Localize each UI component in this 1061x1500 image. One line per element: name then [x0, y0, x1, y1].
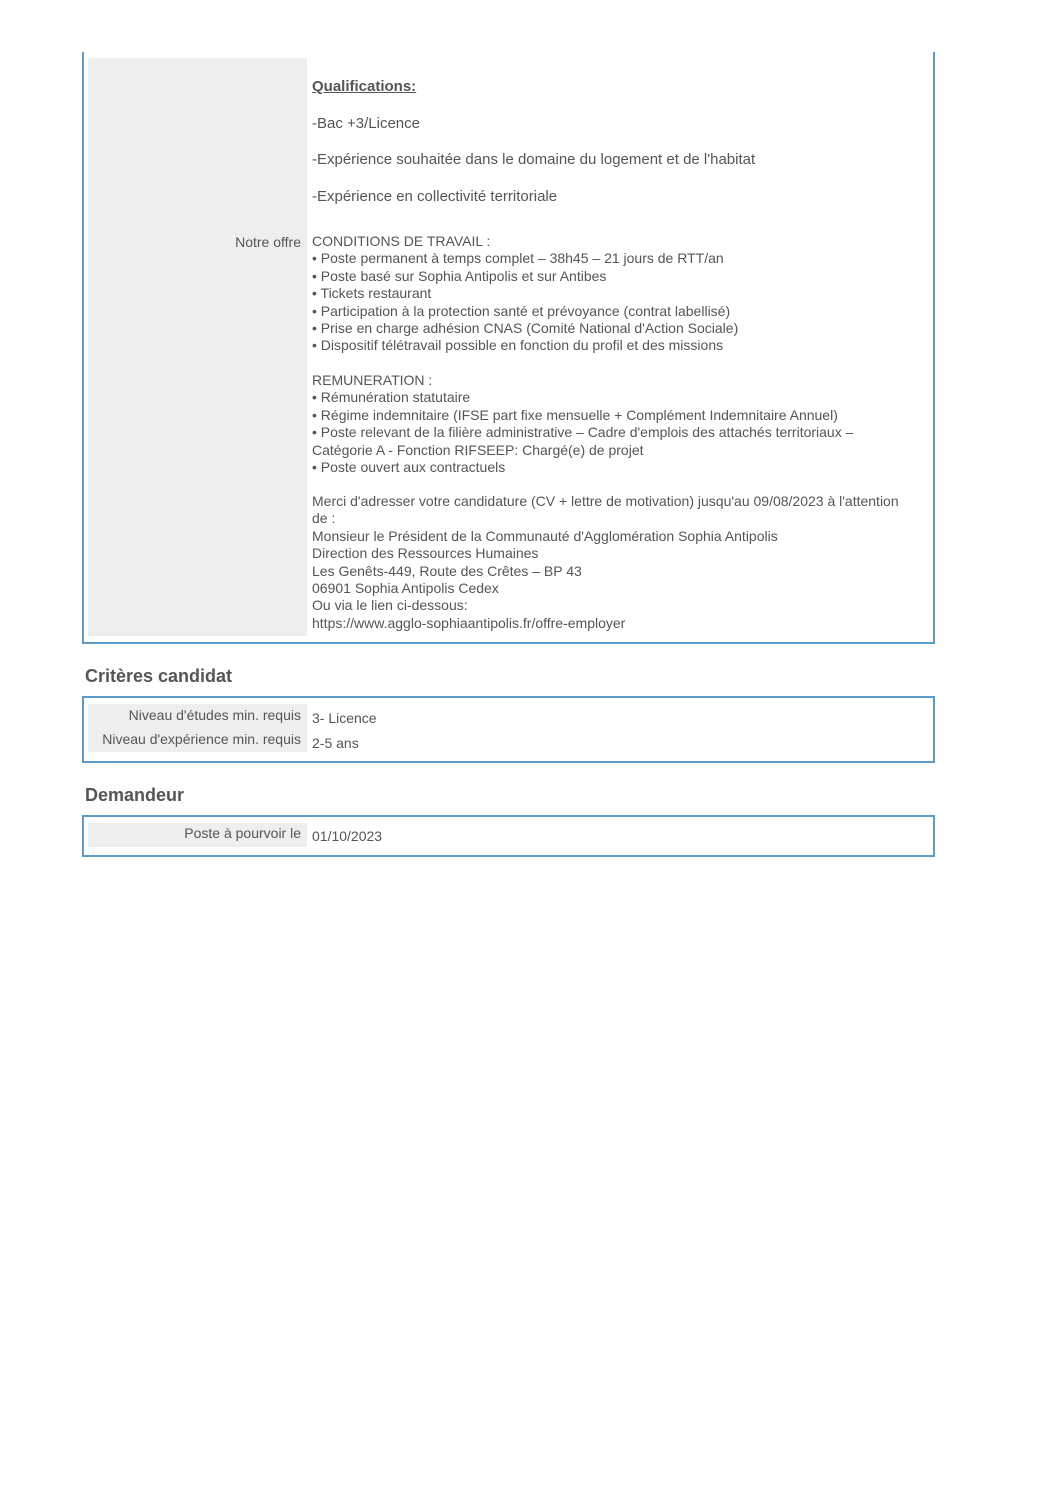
criteres-label-cell [88, 704, 307, 728]
conditions-line: CONDITIONS DE TRAVAIL : [312, 233, 491, 249]
criteres-title: Critères candidat [85, 666, 233, 686]
poste-pourvoir-value: 01/10/2023 [312, 828, 383, 844]
candidature-link[interactable]: https://www.agglo-sophiaantipolis.fr/offre-employer [312, 614, 626, 631]
conditions-line: • Tickets restaurant [312, 285, 432, 302]
remuneration-line: • Rémunération statutaire [312, 389, 471, 406]
demandeur-label-cell [88, 823, 307, 847]
offre-label: Notre offre [235, 234, 301, 250]
remuneration-line: • Poste ouvert aux contractuels [312, 459, 506, 476]
qualification-item: -Bac +3/Licence [312, 115, 420, 132]
candidature-line: Monsieur le Président de la Communauté d'Agglomération Sophia Antipolis [312, 527, 778, 544]
candidature-line: Ou via le lien ci-dessous: [312, 597, 468, 614]
conditions-line: • Dispositif télétravail possible en fonction du profil et des missions [312, 337, 724, 354]
candidature-line: Direction des Ressources Humaines [312, 545, 539, 562]
niveau-experience-value: 2-5 ans [312, 735, 359, 751]
qualification-item: -Expérience en collectivité territoriale [312, 188, 558, 205]
niveau-experience-label: Niveau d'expérience min. requis [102, 731, 301, 747]
offre-label-column [88, 58, 307, 636]
candidature-line: Les Genêts-449, Route des Crêtes – BP 43 [312, 562, 582, 579]
conditions-line: • Poste permanent à temps complet – 38h45 – 21 jours de RTT/an [312, 250, 724, 267]
criteres-label-cell [88, 728, 307, 752]
offre-panel [82, 52, 935, 644]
demandeur-title: Demandeur [85, 785, 185, 805]
qualifications-title: Qualifications: [312, 78, 417, 95]
remuneration-block [312, 372, 932, 476]
remuneration-line: Catégorie A - Fonction RIFSEEP: Chargé(e) de projet [312, 441, 644, 458]
candidature-line: 06901 Sophia Antipolis Cedex [312, 580, 499, 597]
conditions-line: • Participation à la protection santé et prévoyance (contrat labellisé) [312, 302, 731, 319]
poste-pourvoir-label: Poste à pourvoir le [184, 825, 301, 841]
criteres-panel [82, 696, 935, 763]
conditions-line: • Prise en charge adhésion CNAS (Comité National d'Action Sociale) [312, 320, 739, 337]
niveau-etudes-label: Niveau d'études min. requis [128, 707, 301, 723]
qualification-item: -Expérience souhaitée dans le domaine du logement et de l'habitat [312, 151, 756, 168]
conditions-block [312, 233, 932, 355]
remuneration-line: • Régime indemnitaire (IFSE part fixe mensuelle + Complément Indemnitaire Annuel) [312, 406, 838, 423]
demandeur-panel [82, 815, 935, 857]
remuneration-line: REMUNERATION : [312, 372, 433, 388]
remuneration-line: • Poste relevant de la filière administrative – Cadre d'emplois des attachés territoriaux – [312, 424, 854, 441]
candidature-line: de : [312, 510, 336, 527]
conditions-line: • Poste basé sur Sophia Antipolis et sur Antibes [312, 267, 607, 284]
candidature-line: Merci d'adresser votre candidature (CV + lettre de motivation) jusqu'au 09/08/2023 à l'attention [312, 493, 899, 509]
candidature-block [312, 493, 932, 632]
niveau-etudes-value: 3- Licence [312, 710, 377, 726]
